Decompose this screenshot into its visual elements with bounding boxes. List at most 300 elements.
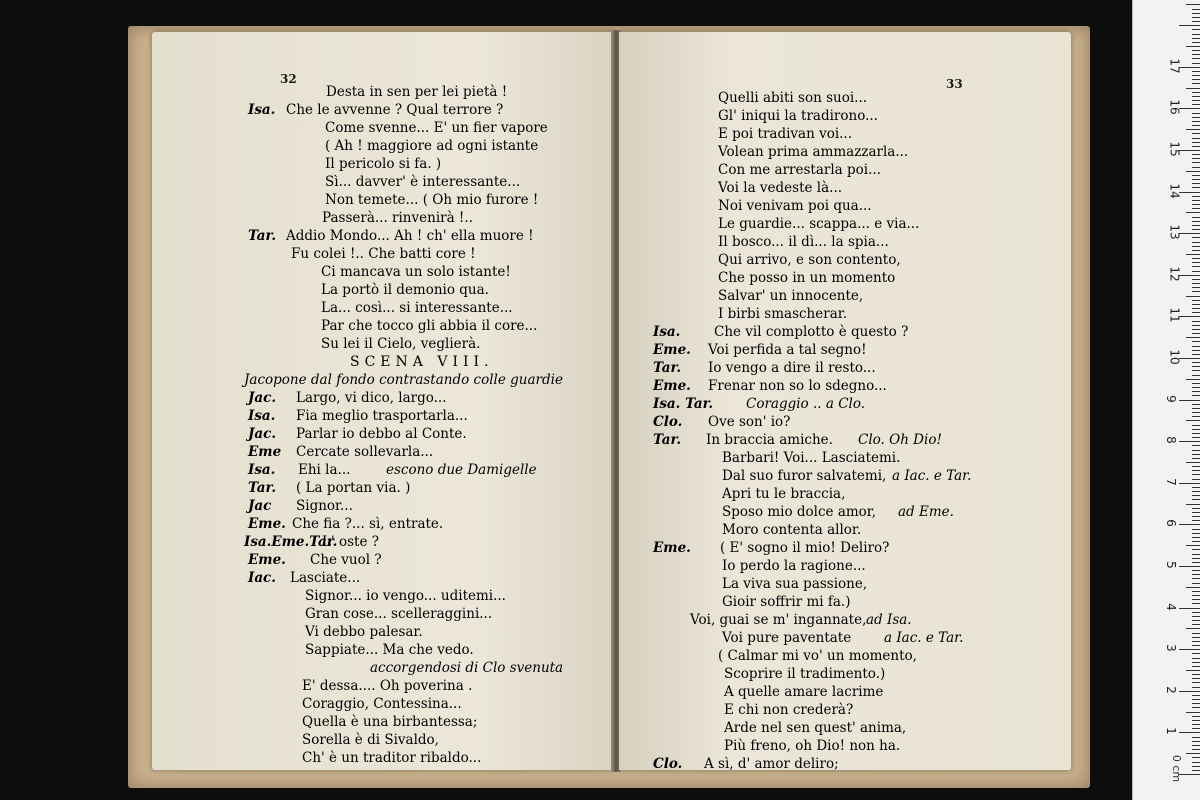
ruler-tick xyxy=(1192,583,1200,584)
ruler-tick xyxy=(1192,391,1200,392)
verse-line: Gran cose... scelleraggini... xyxy=(305,606,493,622)
ruler-tick xyxy=(1192,479,1200,480)
ruler-tick xyxy=(1192,83,1200,84)
ruler-number: 9 xyxy=(1163,394,1178,403)
verse-line: ( Ah ! maggiore ad ogni istante xyxy=(325,138,539,154)
ruler-tick xyxy=(1179,108,1200,109)
ruler-tick xyxy=(1192,350,1200,351)
ruler-tick xyxy=(1192,599,1200,600)
ruler-tick xyxy=(1179,400,1200,401)
ruler-tick xyxy=(1186,753,1200,754)
ruler-tick xyxy=(1192,133,1200,134)
ruler-tick xyxy=(1192,466,1200,467)
verse-line: Come svenne... E' un fier vapore xyxy=(325,120,548,136)
ruler-tick xyxy=(1192,29,1200,30)
ruler-tick xyxy=(1192,645,1200,646)
ruler-tick xyxy=(1192,375,1200,376)
speaker-label: Isa. xyxy=(248,408,276,424)
speaker-label: Jac. xyxy=(248,390,277,406)
verse-line: Moro contenta allor. xyxy=(722,522,862,538)
ruler-tick xyxy=(1192,229,1200,230)
verse-line: Voi, guai se m' ingannate, xyxy=(690,612,867,628)
ruler-tick xyxy=(1192,300,1200,301)
ruler-tick xyxy=(1192,271,1200,272)
ruler-tick xyxy=(1192,79,1200,80)
ruler-tick xyxy=(1179,441,1200,442)
verse-line: Sappiate... Ma che vedo. xyxy=(305,642,474,658)
ruler-tick xyxy=(1192,612,1200,613)
verse-line: Gioir soffrir mi fa.) xyxy=(722,594,851,610)
stage-direction: ad Isa. xyxy=(866,612,912,628)
ruler-tick xyxy=(1192,321,1200,322)
speaker-label: Eme. xyxy=(653,540,691,556)
ruler-tick xyxy=(1192,262,1200,263)
ruler-tick xyxy=(1192,620,1200,621)
ruler-tick xyxy=(1192,703,1200,704)
ruler-tick xyxy=(1192,520,1200,521)
ruler-tick xyxy=(1186,379,1200,380)
ruler-tick xyxy=(1192,508,1200,509)
ruler-tick xyxy=(1192,312,1200,313)
ruler-tick xyxy=(1192,21,1200,22)
verse-line: Che le avvenne ? Qual terrore ? xyxy=(286,102,504,118)
ruler-tick xyxy=(1192,354,1200,355)
ruler-tick xyxy=(1186,628,1200,629)
verse-line: L' oste ? xyxy=(322,534,379,550)
ruler-tick xyxy=(1192,762,1200,763)
ruler-tick xyxy=(1192,204,1200,205)
ruler-tick xyxy=(1186,670,1200,671)
ruler-tick xyxy=(1192,549,1200,550)
verse-line: Voi la vedeste là... xyxy=(718,180,843,196)
page-number-left: 32 xyxy=(280,72,297,86)
verse-line: Ci mancava un solo istante! xyxy=(321,264,511,280)
ruler-tick xyxy=(1192,558,1200,559)
ruler-tick xyxy=(1192,96,1200,97)
ruler-tick xyxy=(1192,470,1200,471)
ruler-tick xyxy=(1192,183,1200,184)
verse-line: ( La portan via. ) xyxy=(296,480,411,496)
ruler-tick xyxy=(1192,325,1200,326)
verse-line: In braccia amiche. xyxy=(706,432,833,448)
ruler-tick xyxy=(1179,649,1200,650)
ruler-tick xyxy=(1192,167,1200,168)
ruler-tick xyxy=(1192,516,1200,517)
verse-line: Dal suo furor salvatemi, xyxy=(722,468,887,484)
ruler-tick xyxy=(1192,499,1200,500)
ruler-tick xyxy=(1192,291,1200,292)
ruler-tick xyxy=(1192,458,1200,459)
verse-line: E chi non crederà? xyxy=(724,702,854,718)
stage-direction: accorgendosi di Clo svenuta xyxy=(370,660,564,676)
stage-direction: a Iac. e Tar. xyxy=(884,630,964,646)
ruler-tick xyxy=(1192,142,1200,143)
ruler-number: 3 xyxy=(1163,644,1178,653)
verse-line: Par che tocco gli abbia il core... xyxy=(321,318,538,334)
verse-line: Desta in sen per lei pietà ! xyxy=(326,84,508,100)
verse-line: Volean prima ammazzarla... xyxy=(718,144,909,160)
ruler-tick xyxy=(1192,104,1200,105)
ruler-tick xyxy=(1192,474,1200,475)
ruler-tick xyxy=(1192,121,1200,122)
ruler-tick xyxy=(1192,266,1200,267)
ruler-tick xyxy=(1186,171,1200,172)
ruler-tick xyxy=(1192,658,1200,659)
ruler-tick xyxy=(1179,608,1200,609)
ruler-tick xyxy=(1192,653,1200,654)
ruler-tick xyxy=(1192,595,1200,596)
ruler-tick xyxy=(1192,34,1200,35)
stage-direction: a Iac. e Tar. xyxy=(892,468,972,484)
ruler-tick xyxy=(1192,187,1200,188)
speaker-label: Isa. xyxy=(248,102,276,118)
verse-line: I birbi smascherar. xyxy=(718,306,848,322)
verse-line: Che posso in un momento xyxy=(718,270,896,286)
ruler-number: 7 xyxy=(1163,477,1178,486)
ruler-number: 17 xyxy=(1167,58,1182,74)
ruler-tick xyxy=(1192,92,1200,93)
ruler-tick xyxy=(1192,429,1200,430)
ruler-tick xyxy=(1179,483,1200,484)
ruler-tick xyxy=(1192,113,1200,114)
verse-line: E poi tradivan voi... xyxy=(718,126,853,142)
stage-direction: Jacopone dal fondo contrastando colle guardie xyxy=(244,372,563,388)
ruler-tick xyxy=(1186,337,1200,338)
ruler-tick xyxy=(1192,179,1200,180)
ruler-tick xyxy=(1192,225,1200,226)
ruler-tick xyxy=(1192,495,1200,496)
ruler-tick xyxy=(1192,416,1200,417)
ruler-tick xyxy=(1192,333,1200,334)
speaker-label: Eme. xyxy=(653,378,691,394)
ruler-tick xyxy=(1192,770,1200,771)
ruler-tick xyxy=(1192,537,1200,538)
ruler-tick xyxy=(1192,433,1200,434)
ruler-tick xyxy=(1192,741,1200,742)
ruler-tick xyxy=(1192,242,1200,243)
ruler-number: 6 xyxy=(1163,519,1178,528)
ruler-tick xyxy=(1192,491,1200,492)
ruler-tick xyxy=(1192,624,1200,625)
ruler-tick xyxy=(1192,158,1200,159)
ruler-tick xyxy=(1186,545,1200,546)
ruler-tick xyxy=(1186,88,1200,89)
page-number-right: 33 xyxy=(946,77,963,91)
ruler-tick xyxy=(1186,4,1200,5)
ruler-tick xyxy=(1179,358,1200,359)
ruler-number: 1 xyxy=(1163,727,1178,736)
verse-line: Sorella è di Sivaldo, xyxy=(302,732,439,748)
ruler-tick xyxy=(1179,566,1200,567)
ruler-tick xyxy=(1192,578,1200,579)
ruler-tick xyxy=(1192,603,1200,604)
ruler-tick xyxy=(1192,17,1200,18)
verse-line: Su lei il Cielo, veglierà. xyxy=(321,336,481,352)
ruler-tick xyxy=(1186,462,1200,463)
ruler-tick xyxy=(1192,283,1200,284)
ruler-tick xyxy=(1192,454,1200,455)
verse-line: Ove son' io? xyxy=(708,414,791,430)
ruler-tick xyxy=(1192,395,1200,396)
measuring-ruler xyxy=(1132,0,1200,800)
ruler-tick xyxy=(1192,366,1200,367)
ruler-tick xyxy=(1192,9,1200,10)
ruler-tick xyxy=(1192,408,1200,409)
ruler-unit: 0 cm xyxy=(1170,754,1184,783)
ruler-tick xyxy=(1192,125,1200,126)
ruler-tick xyxy=(1192,362,1200,363)
ruler-tick xyxy=(1192,737,1200,738)
ruler-tick xyxy=(1192,757,1200,758)
verse-line: Io vengo a dire il resto... xyxy=(708,360,876,376)
verse-line: La... così... si interessante... xyxy=(321,300,513,316)
stage-direction: escono due Damigelle xyxy=(386,462,537,478)
ruler-tick xyxy=(1192,666,1200,667)
ruler-tick xyxy=(1179,192,1200,193)
ruler-tick xyxy=(1186,587,1200,588)
ruler-number: 12 xyxy=(1167,266,1182,282)
ruler-tick xyxy=(1192,412,1200,413)
ruler-tick xyxy=(1186,296,1200,297)
ruler-tick xyxy=(1192,75,1200,76)
ruler-number: 16 xyxy=(1167,99,1182,116)
speaker-label: Isa. xyxy=(248,462,276,478)
verse-line: Qui arrivo, e son contento, xyxy=(718,252,901,268)
ruler-tick xyxy=(1192,678,1200,679)
ruler-tick xyxy=(1186,46,1200,47)
scene-heading: SCENA VIII. xyxy=(350,354,494,370)
ruler-tick xyxy=(1192,766,1200,767)
ruler-tick xyxy=(1192,445,1200,446)
verse-line: Che vil complotto è questo ? xyxy=(714,324,909,340)
verse-line: ( Calmar mi vo' un momento, xyxy=(718,648,917,664)
ruler-tick xyxy=(1186,212,1200,213)
ruler-tick xyxy=(1192,616,1200,617)
ruler-tick xyxy=(1186,504,1200,505)
ruler-tick xyxy=(1192,246,1200,247)
verse-line: Apri tu le braccia, xyxy=(722,486,846,502)
ruler-tick xyxy=(1192,117,1200,118)
ruler-number: 11 xyxy=(1167,307,1182,324)
speaker-label: Clo. xyxy=(653,414,683,430)
verse-line: Voi pure paventate xyxy=(722,630,852,646)
ruler-tick xyxy=(1186,712,1200,713)
ruler-tick xyxy=(1192,541,1200,542)
speaker-label: Eme. xyxy=(653,342,691,358)
ruler-tick xyxy=(1192,570,1200,571)
speaker-label: Tar. xyxy=(248,480,277,496)
verse-line: Largo, vi dico, largo... xyxy=(296,390,447,406)
verse-line: Scoprire il tradimento.) xyxy=(724,666,886,682)
ruler-tick xyxy=(1192,42,1200,43)
speaker-label: Tar. xyxy=(653,360,682,376)
verse-line: Ch' è un traditor ribaldo... xyxy=(302,750,482,766)
ruler-tick xyxy=(1179,691,1200,692)
verse-line: Coraggio .. a Clo. xyxy=(746,396,866,412)
ruler-tick xyxy=(1192,162,1200,163)
verse-line: E' dessa.... Oh poverina . xyxy=(302,678,473,694)
ruler-tick xyxy=(1192,237,1200,238)
verse-line: Vi debbo palesar. xyxy=(305,624,423,640)
ruler-number: 2 xyxy=(1163,685,1178,694)
ruler-tick xyxy=(1192,138,1200,139)
ruler-tick xyxy=(1186,420,1200,421)
ruler-tick xyxy=(1179,25,1200,26)
verse-line: Addio Mondo... Ah ! ch' ella muore ! xyxy=(286,228,534,244)
ruler-tick xyxy=(1192,487,1200,488)
verse-line: La portò il demonio qua. xyxy=(321,282,489,298)
ruler-tick xyxy=(1192,533,1200,534)
ruler-tick xyxy=(1192,633,1200,634)
verse-line: Cercate sollevarla... xyxy=(296,444,434,460)
verse-line: Sposo mio dolce amor, xyxy=(722,504,877,520)
ruler-tick xyxy=(1192,687,1200,688)
speaker-label: Isa.Eme.Tar. xyxy=(244,534,338,550)
ruler-tick xyxy=(1186,254,1200,255)
speaker-label: Isa. xyxy=(653,324,681,340)
ruler-tick xyxy=(1192,71,1200,72)
ruler-tick xyxy=(1192,13,1200,14)
ruler-tick xyxy=(1192,383,1200,384)
verse-line: Passerà... rinvenirà !.. xyxy=(322,210,473,226)
ruler-tick xyxy=(1192,304,1200,305)
verse-line: Ehi la... xyxy=(298,462,351,478)
ruler-tick xyxy=(1192,250,1200,251)
ruler-tick xyxy=(1192,674,1200,675)
ruler-tick xyxy=(1192,574,1200,575)
ruler-tick xyxy=(1179,233,1200,234)
ruler-tick xyxy=(1179,275,1200,276)
verse-line: Coraggio, Contessina... xyxy=(302,696,462,712)
ruler-tick xyxy=(1192,554,1200,555)
ruler-tick xyxy=(1192,287,1200,288)
ruler-tick xyxy=(1192,641,1200,642)
verse-line: Non temete... ( Oh mio furore ! xyxy=(325,192,539,208)
ruler-tick xyxy=(1192,217,1200,218)
verse-line: A sì, d' amor deliro; xyxy=(704,756,839,772)
stage-direction: Clo. Oh Dio! xyxy=(858,432,942,448)
ruler-tick xyxy=(1192,562,1200,563)
speaker-label: Jac xyxy=(248,498,272,514)
verse-line: Barbari! Voi... Lasciatemi. xyxy=(722,450,901,466)
verse-line: Che fia ?... sì, entrate. xyxy=(292,516,444,532)
verse-line: Le guardie... scappa... e via... xyxy=(718,216,920,232)
speaker-label: Iac. xyxy=(248,570,276,586)
ruler-tick xyxy=(1192,100,1200,101)
ruler-tick xyxy=(1192,63,1200,64)
ruler-tick xyxy=(1192,308,1200,309)
ruler-tick xyxy=(1192,724,1200,725)
verse-line: ( E' sogno il mio! Deliro? xyxy=(720,540,890,556)
ruler-tick xyxy=(1192,196,1200,197)
verse-line: Lasciate... xyxy=(290,570,361,586)
ruler-tick xyxy=(1192,699,1200,700)
speaker-label: Tar. xyxy=(653,432,682,448)
ruler-tick xyxy=(1192,437,1200,438)
ruler-tick xyxy=(1192,387,1200,388)
ruler-tick xyxy=(1179,67,1200,68)
ruler-tick xyxy=(1186,129,1200,130)
speaker-label: Jac. xyxy=(248,426,277,442)
ruler-tick xyxy=(1192,591,1200,592)
speaker-label: Eme xyxy=(248,444,282,460)
verse-line: Arde nel sen quest' anima, xyxy=(724,720,907,736)
verse-line: A quelle amare lacrime xyxy=(724,684,884,700)
verse-line: Più freno, oh Dio! non ha. xyxy=(724,738,901,754)
ruler-tick xyxy=(1192,529,1200,530)
ruler-tick xyxy=(1192,279,1200,280)
verse-line: Con me arrestarla poi... xyxy=(718,162,881,178)
verse-line: Parlar io debbo al Conte. xyxy=(296,426,467,442)
ruler-number: 4 xyxy=(1163,602,1178,611)
speaker-label: Tar. xyxy=(248,228,277,244)
ruler-tick xyxy=(1192,425,1200,426)
ruler-tick xyxy=(1192,146,1200,147)
ruler-tick xyxy=(1192,154,1200,155)
ruler-tick xyxy=(1192,341,1200,342)
ruler-tick xyxy=(1192,370,1200,371)
ruler-tick xyxy=(1192,745,1200,746)
ruler-tick xyxy=(1192,707,1200,708)
ruler-tick xyxy=(1192,749,1200,750)
ruler-tick xyxy=(1192,58,1200,59)
ruler-tick xyxy=(1192,720,1200,721)
stage-direction: ad Eme. xyxy=(898,504,954,520)
verse-line: Signor... xyxy=(296,498,353,514)
speaker-label: Eme. xyxy=(248,516,286,532)
verse-line: Frenar non so lo sdegno... xyxy=(708,378,887,394)
ruler-tick xyxy=(1192,54,1200,55)
ruler-tick xyxy=(1192,221,1200,222)
ruler-tick xyxy=(1192,208,1200,209)
verse-line: Quella è una birbantessa; xyxy=(302,714,478,730)
verse-line: Gl' iniqui la tradirono... xyxy=(718,108,878,124)
ruler-tick xyxy=(1179,316,1200,317)
ruler-tick xyxy=(1192,175,1200,176)
speaker-label: Clo. xyxy=(653,756,683,772)
speaker-label: Eme. xyxy=(248,552,286,568)
ruler-tick xyxy=(1192,404,1200,405)
verse-line: Voi perfida a tal segno! xyxy=(708,342,867,358)
ruler-number: 5 xyxy=(1163,561,1178,569)
ruler-tick xyxy=(1192,200,1200,201)
ruler-tick xyxy=(1179,150,1200,151)
ruler-number: 15 xyxy=(1167,141,1182,157)
ruler-tick xyxy=(1192,258,1200,259)
verse-line: Salvar' un innocente, xyxy=(718,288,864,304)
verse-line: Signor... io vengo... uditemi... xyxy=(305,588,506,604)
ruler-tick xyxy=(1192,50,1200,51)
verse-line: Che vuol ? xyxy=(310,552,382,568)
ruler-tick xyxy=(1179,524,1200,525)
verse-line: Fu colei !.. Che batti core ! xyxy=(291,246,476,262)
ruler-number: 13 xyxy=(1167,224,1182,240)
ruler-tick xyxy=(1192,728,1200,729)
speaker-label: Isa. Tar. xyxy=(653,396,714,412)
ruler-tick xyxy=(1192,38,1200,39)
verse-line: Io perdo la ragione... xyxy=(722,558,866,574)
ruler-tick xyxy=(1192,346,1200,347)
verse-line: Quelli abiti son suoi... xyxy=(718,90,868,106)
verse-line: Il bosco... il dì... la spia... xyxy=(718,234,889,250)
verse-line: Noi venivam poi qua... xyxy=(718,198,872,214)
ruler-number: 14 xyxy=(1167,182,1182,199)
ruler-tick xyxy=(1192,450,1200,451)
ruler-tick xyxy=(1192,682,1200,683)
verse-line: La viva sua passione, xyxy=(722,576,868,592)
ruler-tick xyxy=(1192,695,1200,696)
ruler-tick xyxy=(1192,637,1200,638)
